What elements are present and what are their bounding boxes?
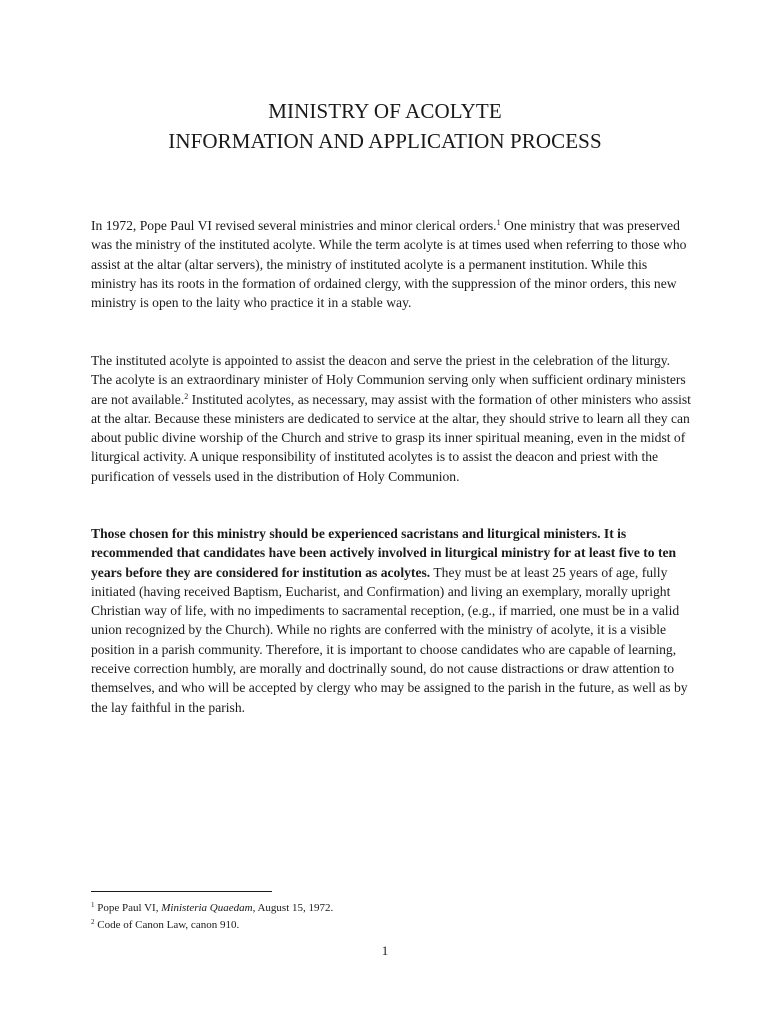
footnote-2-text-before: Code of Canon Law, canon 910. [94, 919, 240, 931]
footnote-1-text-before: Pope Paul VI, [94, 902, 162, 914]
footnote-ref-2: 2 [184, 391, 189, 401]
footnotes [91, 900, 333, 934]
title-line-1: MINISTRY OF ACOLYTE [268, 99, 502, 123]
paragraph-3 [91, 524, 691, 717]
title-line-2: INFORMATION AND APPLICATION PROCESS [168, 129, 602, 153]
paragraph-1-text-b: One ministry that was preserved was the ministry of the instituted acolyte. While the term acolyte is at times used when referring to those who assist at the altar (altar servers), the ministry of instituted acolyte is a permanent institution. While this ministry has its roots in the formation of ordained clergy, with the suppression of the minor orders, this new ministry is open to the laity who practice it in a stable way. [91, 218, 687, 311]
paragraph-3-bold-text: Those chosen for this ministry should be experienced sacristans and liturgical ministers. It is recommended that candidates have been actively involved in liturgical ministry for at least five to ten years before they are considered for institution as acolytes. [91, 526, 677, 580]
page-number: 1 [381, 943, 389, 958]
paragraph-2-text-b: Instituted acolytes, as necessary, may assist with the formation of other ministers who assist at the altar. Because these ministers are dedicated to service at the altar, they should strive to learn all they can about public divine worship of the Church and strive to grasp its inner spiritual meaning, even in the midst of liturgical activity. A unique responsibility of instituted acolytes is to assist the deacon and priest with the purification of vessels used in the distribution of Holy Communion. [91, 391, 691, 484]
footnote-1-italic: Ministeria Quaedam [161, 902, 253, 914]
paragraph-2 [91, 351, 691, 486]
footnote-1-text-after: , August 15, 1972. [252, 902, 334, 914]
paragraph-1-text-a: In 1972, Pope Paul VI revised several ministries and minor clerical orders. [91, 218, 497, 233]
footnote-2 [91, 917, 333, 934]
paragraph-2-text-a: The instituted acolyte is appointed to assist the deacon and serve the priest in the celebration of the liturgy. The acolyte is an extraordinary minister of Holy Communion serving only when sufficient ordinary ministers are not available. [91, 353, 686, 407]
paragraph-1 [91, 216, 691, 312]
paragraph-3-text: They must be at least 25 years of age, fully initiated (having received Baptism, Eucharist, and Confirmation) and living an exemplary, morally upright Christian way of life, with no impediments to sacramental reception, (e.g., if married, one must be in a valid union recognized by the Church). While no rights are conferred with the ministry of acolyte, it is a visible position in a parish community. Therefore, it is important to choose candidates who are capable of learning, receive correction humbly, are morally and doctrinally sound, do not cause distractions or draw attention to themselves, and who will be accepted by clergy who may be assigned to the parish in the future, as well as by the lay faithful in the parish. [91, 564, 688, 715]
page-title [0, 96, 770, 156]
footnote-1 [91, 900, 333, 917]
footnote-1-number: 1 [91, 901, 95, 909]
footnote-2-number: 2 [91, 918, 95, 926]
footnote-ref-1: 1 [496, 218, 501, 227]
footnote-divider [91, 891, 272, 892]
